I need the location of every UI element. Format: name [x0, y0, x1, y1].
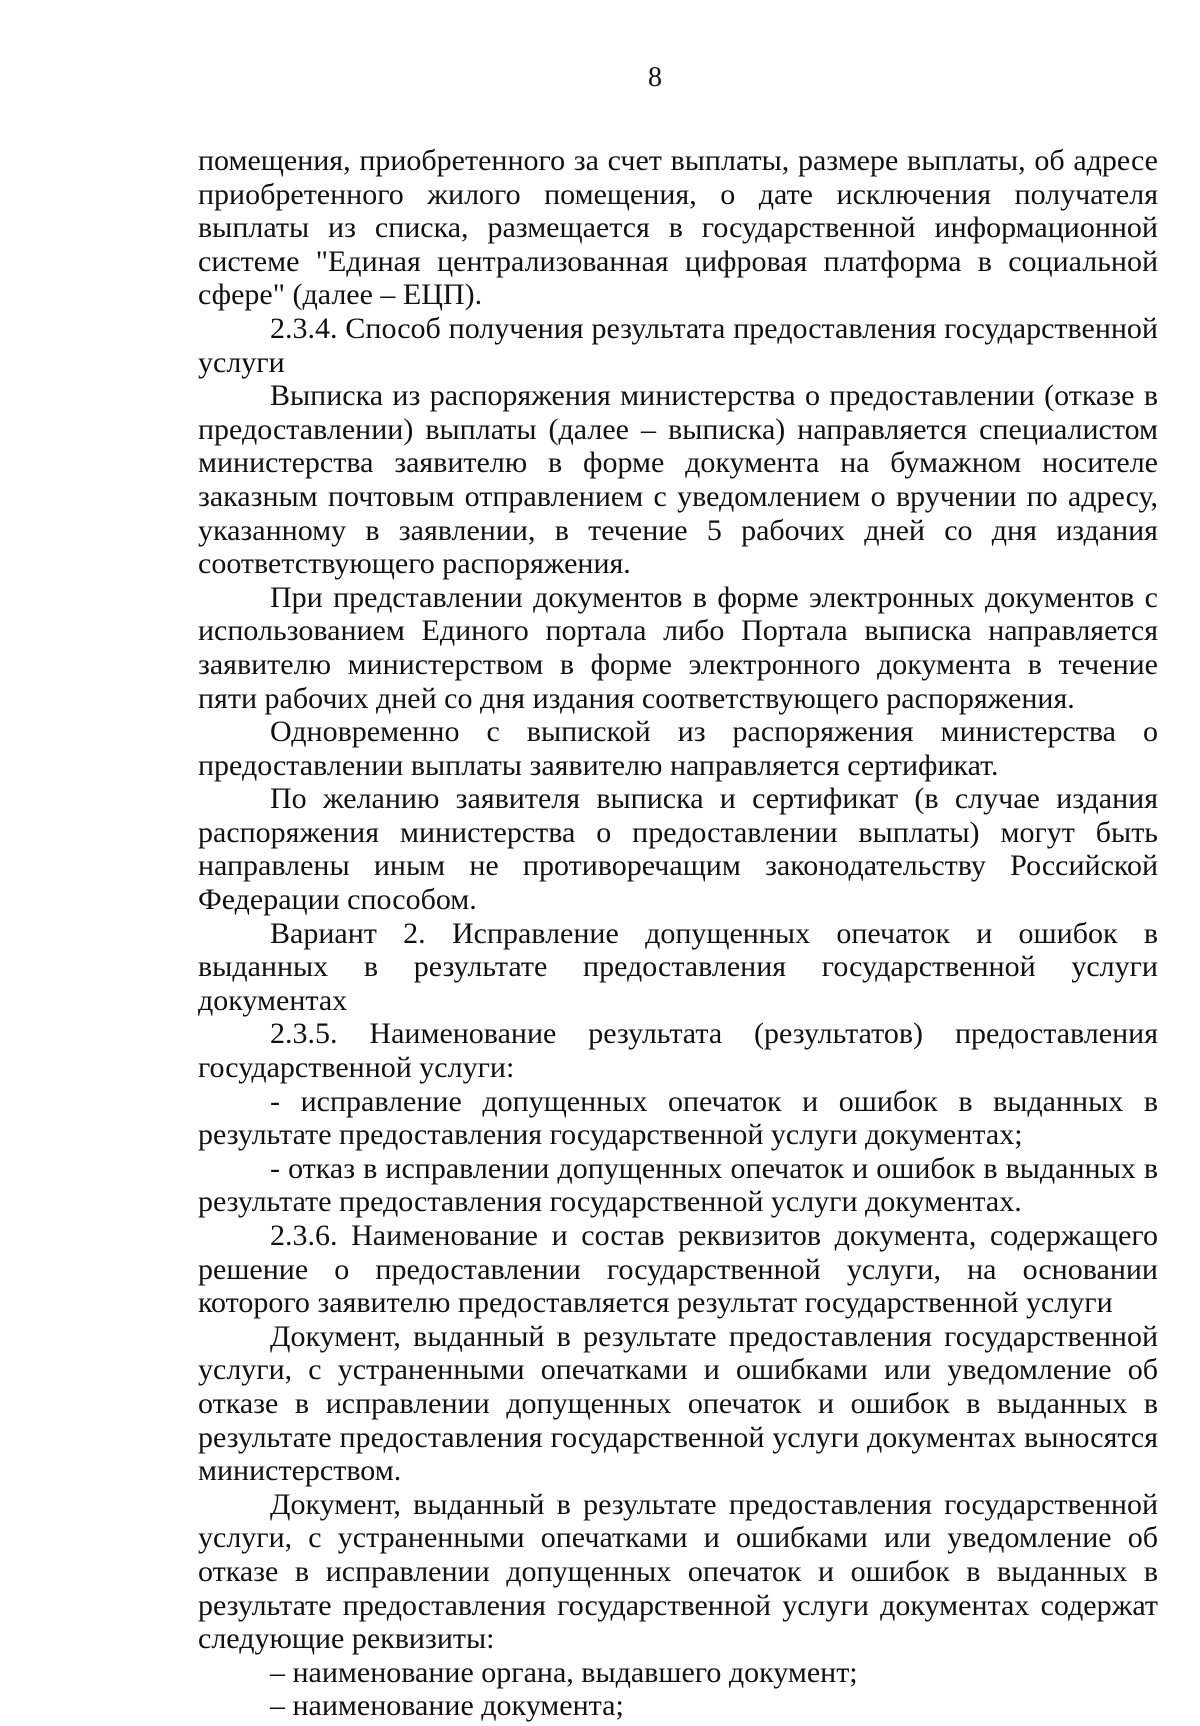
paragraph: – наименование документа;	[270, 1689, 624, 1723]
paragraph: 2.3.4. Способ получения результата предоставления государственной услуги	[198, 311, 1158, 379]
paragraph: По желанию заявителя выписка и сертификат (в случае издания распоряжения министерства о предоставлении выплаты) могут быть направлены иным не противоречащим законодательству Российской Федерации способом.	[198, 782, 1158, 917]
paragraph: - исправление допущенных опечаток и ошибок в выданных в результате предоставления государственной услуги документах;	[198, 1084, 1158, 1152]
paragraph: Документ, выданный в результате предоставления государственной услуги, с устраненными опечатками и ошибками или уведомление об отказе в исправлении допущенных опечаток и ошибок в выданных в результате предоставления государственной услуги документах выносятся министерством.	[198, 1319, 1158, 1488]
paragraph: Документ, выданный в результате предоставления государственной услуги, с устраненными опечатками и ошибками или уведомление об отказе в исправлении допущенных опечаток и ошибок в выданных в результате предоставления государственной услуги документах содержат следующие реквизиты:	[198, 1487, 1158, 1656]
paragraph: - отказ в исправлении допущенных опечаток и ошибок в выданных в результате предоставления государственной услуги документах.	[198, 1151, 1158, 1219]
paragraph: 2.3.6. Наименование и состав реквизитов документа, содержащего решение о предоставлении государственной услуги, на основании которого заявителю предоставляется результат государственной услуги	[198, 1219, 1158, 1320]
paragraph: помещения, приобретенного за счет выплаты, размере выплаты, об адресе приобретенного жилого помещения, о дате исключения получателя выплаты из списка, размещается в государственной информационной системе "Единая централизованная цифровая платформа в социальной сфере" (далее – ЕЦП).	[198, 144, 1158, 312]
paragraph: При представлении документов в форме электронных документов с использованием Единого портала либо Портала выписка направляется заявителю министерством в форме электронного документа в течение пяти рабочих дней со дня издания соответствующего распоряжения.	[198, 580, 1158, 715]
paragraph: Вариант 2. Исправление допущенных опечаток и ошибок в выданных в результате предоставления государственной услуги документах	[198, 916, 1158, 1017]
document-body	[198, 144, 1158, 1723]
paragraph: – наименование органа, выдавшего документ;	[270, 1655, 858, 1689]
paragraph: Одновременно с выпиской из распоряжения министерства о предоставлении выплаты заявителю направляется сертификат.	[198, 715, 1158, 782]
paragraph: 2.3.5. Наименование результата (результатов) предоставления государственной услуги:	[198, 1017, 1158, 1085]
page-number: 8	[648, 62, 662, 93]
paragraph: Выписка из распоряжения министерства о предоставлении (отказе в предоставлении) выплаты (далее – выписка) направляется специалистом министерства заявителю в форме документа на бумажном носителе заказным почтовым отправлением с уведомлением о вручении по адресу, указанному в заявлении, в течение 5 рабочих дней со дня издания соответствующего распоряжения.	[198, 379, 1158, 581]
